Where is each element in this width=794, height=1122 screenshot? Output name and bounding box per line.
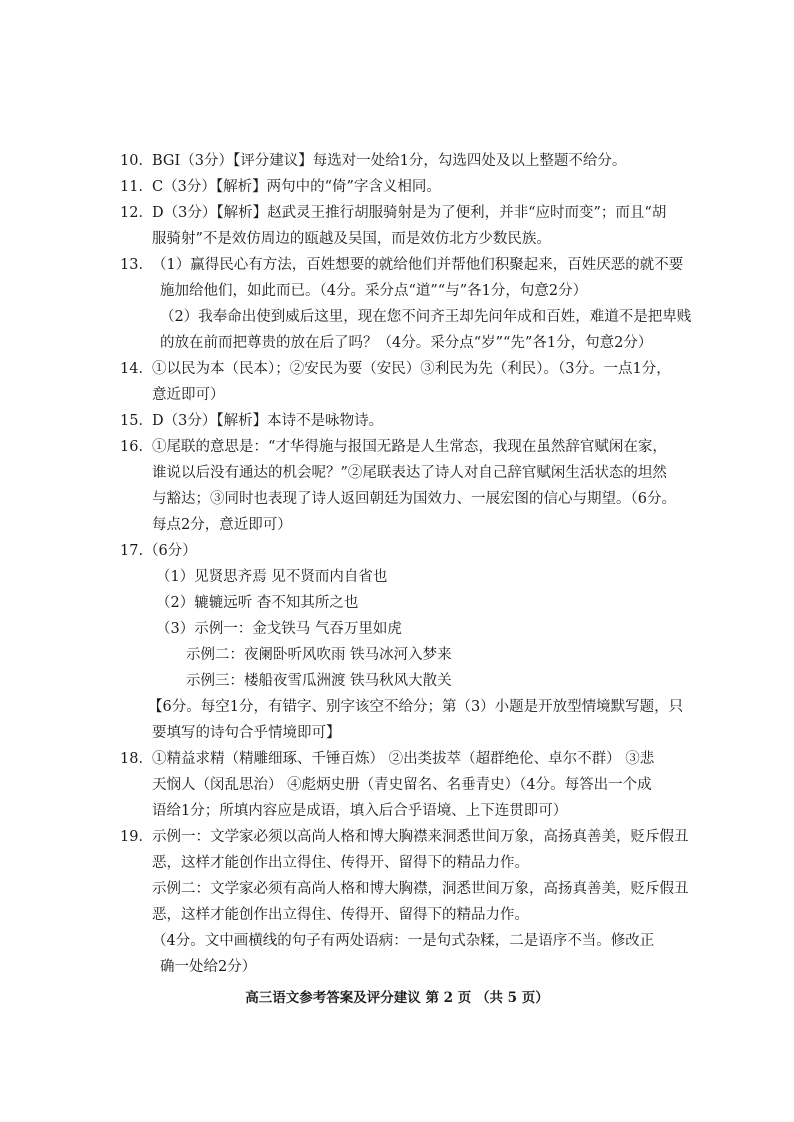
- answer-line: 意近即可）: [152, 387, 225, 403]
- answer-line: （3）示例一：金戈铁马 气吞万里如虎: [156, 621, 402, 637]
- answer-line: 恶，这样才能创作出立得住、传得开、留得下的精品力作。: [152, 855, 529, 871]
- answer-line: 语给1分；所填内容应是成语，填入后合乎语境、上下连贯即可）: [152, 803, 568, 819]
- answer-line: （2）我奉命出使到威后这里，现在您不问齐王却先问年成和百姓，难道不是把卑贱: [160, 309, 692, 325]
- answer-line: （2）辘辘远听 杳不知其所之也: [156, 595, 359, 611]
- answer-line: 施加给他们，如此而已。（4分。采分点“道”“与”各1分，句意2分）: [160, 283, 588, 299]
- answer-line: 【6分。每空1分，有错字、别字该空不给分；第（3）小题是开放型情境默写题，只: [148, 699, 684, 715]
- answer-line: 示例三：楼船夜雪瓜洲渡 铁马秋风大散关: [186, 673, 452, 689]
- answer-line: 每点2分，意近即可）: [152, 517, 292, 533]
- answer-line: ①以民为本（民本）；②安民为要（安民）③利民为先（利民）。（3分。一点1分，: [152, 361, 671, 377]
- answer-line: （1）赢得民心有方法，百姓想要的就给他们并帮他们积聚起来，百姓厌恶的就不要: [152, 257, 684, 273]
- answer-number: 18．: [120, 751, 153, 767]
- answer-line: 的放在前而把尊贵的放在后了吗？（4分。采分点“岁”“先”各1分，句意2分）: [160, 335, 653, 351]
- answer-line: 示例一：文学家必须以高尚人格和博大胸襟来洞悉世间万象，高扬真善美，贬斥假丑: [152, 829, 689, 845]
- answer-number: 16．: [120, 439, 153, 455]
- answer-number: 17.: [120, 543, 144, 559]
- answer-line: ①尾联的意思是：“才华得施与报国无路是人生常态，我现在虽然辞官赋闲在家，: [152, 439, 667, 455]
- answer-line: D（3分）【解析】赵武灵王推行胡服骑射是为了便利，并非“应时而变”；而且“胡: [152, 205, 667, 221]
- answer-line: 确一处给2分）: [160, 959, 257, 975]
- answer-number: 13．: [120, 257, 153, 273]
- answer-line: 示例二：夜阑卧听风吹雨 铁马冰河入梦来: [186, 647, 452, 663]
- answer-line: 服骑射”不是效仿周边的瓯越及吴国，而是效仿北方少数民族。: [152, 231, 551, 247]
- answer-number: 19．: [120, 829, 153, 845]
- answer-number: 15．: [120, 413, 153, 429]
- answer-line: C（3分）【解析】两句中的“倚”字含义相同。: [152, 179, 441, 195]
- answer-line: D（3分）【解析】本诗不是咏物诗。: [152, 413, 384, 429]
- answer-number: 12．: [120, 205, 153, 221]
- answer-line: 谁说以后没有通达的机会呢？”②尾联表达了诗人对自己辞官赋闲生活状态的坦然: [152, 465, 667, 481]
- answer-line: 天悯人（闵乱思治） ④彪炳史册（青史留名、名垂青史）（4分。每答出一个成: [152, 777, 652, 793]
- answer-number: 11．: [120, 179, 153, 195]
- answer-number: 10．: [120, 153, 153, 169]
- answer-line: 恶，这样才能创作出立得住、传得开、留得下的精品力作。: [152, 907, 529, 923]
- answer-line: （6分）: [144, 543, 197, 559]
- answer-line: 示例二：文学家必须有高尚人格和博大胸襟，洞悉世间万象，高扬真善美，贬斥假丑: [152, 881, 689, 897]
- answer-line: （4分。文中画横线的句子有两处语病：一是句式杂糅，二是语序不当。修改正: [152, 933, 655, 949]
- answer-number: 14．: [120, 361, 153, 377]
- answer-line: 要填写的诗句合乎情境即可】: [152, 725, 341, 741]
- answer-line: （1）见贤思齐焉 见不贤而内自省也: [156, 569, 388, 585]
- page-footer: 高三语文参考答案及评分建议 第 2 页 （共 5 页）: [245, 990, 549, 1006]
- answer-line: ①精益求精（精雕细琢、千锤百炼） ②出类拔萃（超群绝伦、卓尔不群） ③悲: [152, 751, 655, 767]
- answer-line: BGI（3分）【评分建议】每选对一处给1分，勾选四处及以上整题不给分。: [152, 153, 627, 169]
- answer-line: 与豁达；③同时也表现了诗人返回朝廷为国效力、一展宏图的信心与期望。（6分。: [152, 491, 676, 507]
